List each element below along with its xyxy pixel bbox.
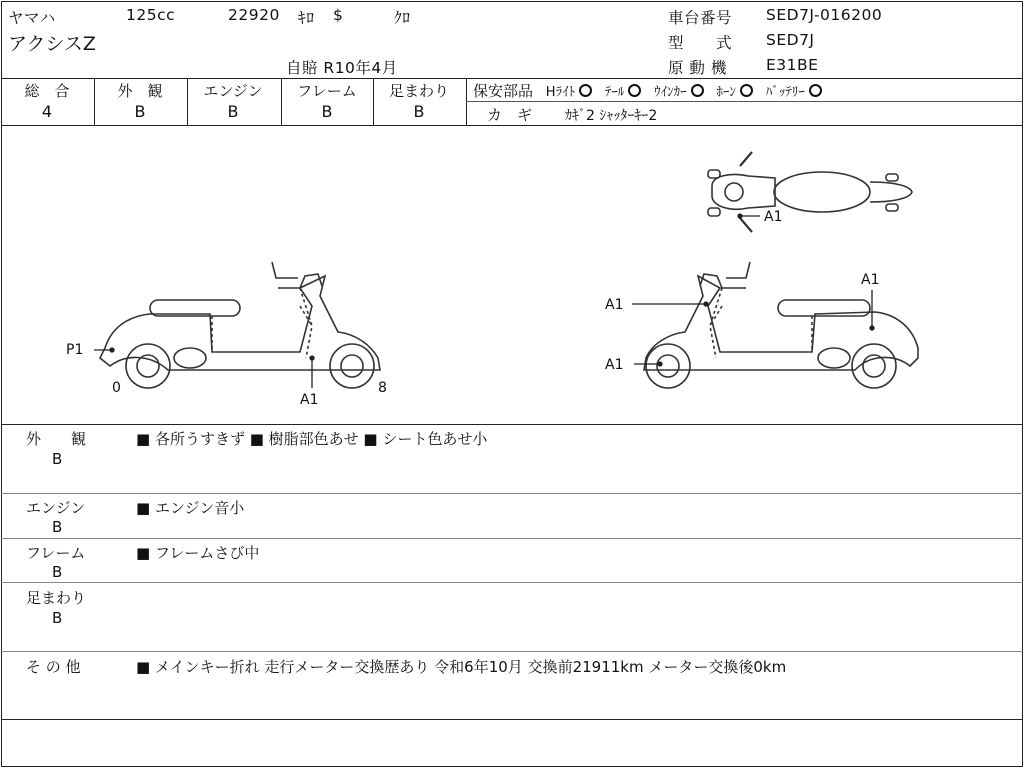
- ok-circle-icon: [809, 84, 822, 97]
- frame-grade-label: フレーム: [297, 82, 357, 100]
- divider: [1, 538, 1023, 539]
- exterior-grade: B: [134, 102, 146, 121]
- key-value: ｶｷﾞ2 ｼｬｯﾀｰｷｰ2: [565, 108, 658, 124]
- overall-label: 総 合: [24, 82, 70, 100]
- mark-a1: A1: [605, 357, 624, 373]
- section-grade-frame: B: [52, 563, 63, 581]
- mark-a1: A1: [861, 272, 880, 288]
- engine-label: 原 動 機: [668, 59, 727, 77]
- dollar-mark: $: [333, 6, 344, 24]
- taillight-label: ﾃｰﾙ: [604, 85, 625, 100]
- scale-end: 8: [378, 380, 387, 396]
- type-value: SED7J: [766, 31, 815, 49]
- scooter-left-side-icon: [100, 262, 380, 388]
- overall-grade: 4: [41, 102, 53, 121]
- section-title-engine: エンジン: [26, 499, 86, 517]
- section-grade-engine: B: [52, 518, 63, 536]
- section-grade-suspension: B: [52, 609, 63, 627]
- divider: [466, 101, 1023, 102]
- divider: [466, 78, 467, 126]
- section-title-frame: フレーム: [26, 544, 86, 562]
- engine-value: E31BE: [766, 56, 819, 74]
- ok-circle-icon: [628, 84, 641, 97]
- engine-grade: B: [227, 102, 239, 121]
- maker: ヤマハ: [8, 9, 56, 27]
- engine-grade-label: エンジン: [203, 82, 263, 100]
- horn-label: ﾎｰﾝ: [716, 85, 736, 100]
- frame-grade: B: [321, 102, 333, 121]
- suspension-grade: B: [413, 102, 425, 121]
- exterior-label: 外 観: [117, 82, 163, 100]
- ok-circle-icon: [740, 84, 753, 97]
- mark-a1: A1: [764, 209, 783, 225]
- winker-label: ｳｲﾝｶｰ: [654, 85, 687, 100]
- divider: [1, 582, 1023, 583]
- headlight-label: Hﾗｲﾄ: [545, 85, 576, 100]
- suspension-grade-label: 足まわり: [388, 82, 449, 100]
- key-label: カ ギ: [487, 106, 533, 124]
- ok-circle-icon: [691, 84, 704, 97]
- section-note-other: ■ メインキー折れ 走行メーター交換歴あり 令和6年10月 交換前21911km メーター交換後0km: [136, 658, 787, 676]
- divider: [1, 651, 1023, 652]
- model-name: アクシスZ: [8, 33, 96, 55]
- divider: [1, 78, 1023, 79]
- divider: [1, 719, 1023, 720]
- mark-a1: A1: [605, 297, 624, 313]
- frame-no-label: 車台番号: [668, 9, 733, 27]
- section-grade-exterior: B: [52, 450, 63, 468]
- type-label: 型 式: [668, 34, 733, 52]
- scale-start: 0: [112, 380, 121, 396]
- divider: [1, 424, 1023, 425]
- displacement: 125cc: [126, 6, 176, 24]
- mark-a1: A1: [300, 392, 319, 408]
- insurance: 自賠 R10年4月: [286, 59, 398, 77]
- section-title-suspension: 足まわり: [26, 589, 87, 607]
- section-note-engine: ■ エンジン音小: [136, 499, 245, 517]
- color: ｸﾛ: [394, 9, 411, 27]
- safety-row: [473, 80, 830, 101]
- battery-label: ﾊﾞｯﾃﾘｰ: [765, 85, 805, 100]
- frame-no: SED7J-016200: [766, 6, 883, 24]
- mark-p1: P1: [66, 342, 84, 358]
- safety-label: 保安部品: [473, 82, 534, 100]
- section-title-other: そ の 他: [26, 658, 81, 676]
- section-title-exterior: 外 観: [26, 430, 87, 448]
- scooter-top-view-icon: [708, 152, 912, 232]
- section-note-frame: ■ フレームさび中: [136, 544, 260, 562]
- section-note-exterior: ■ 各所うすきず ■ 樹脂部色あせ ■ シート色あせ小: [136, 430, 488, 448]
- divider: [1, 493, 1023, 494]
- mileage-unit: ｷﾛ: [298, 9, 315, 27]
- mileage: 22920: [228, 6, 280, 24]
- ok-circle-icon: [579, 84, 592, 97]
